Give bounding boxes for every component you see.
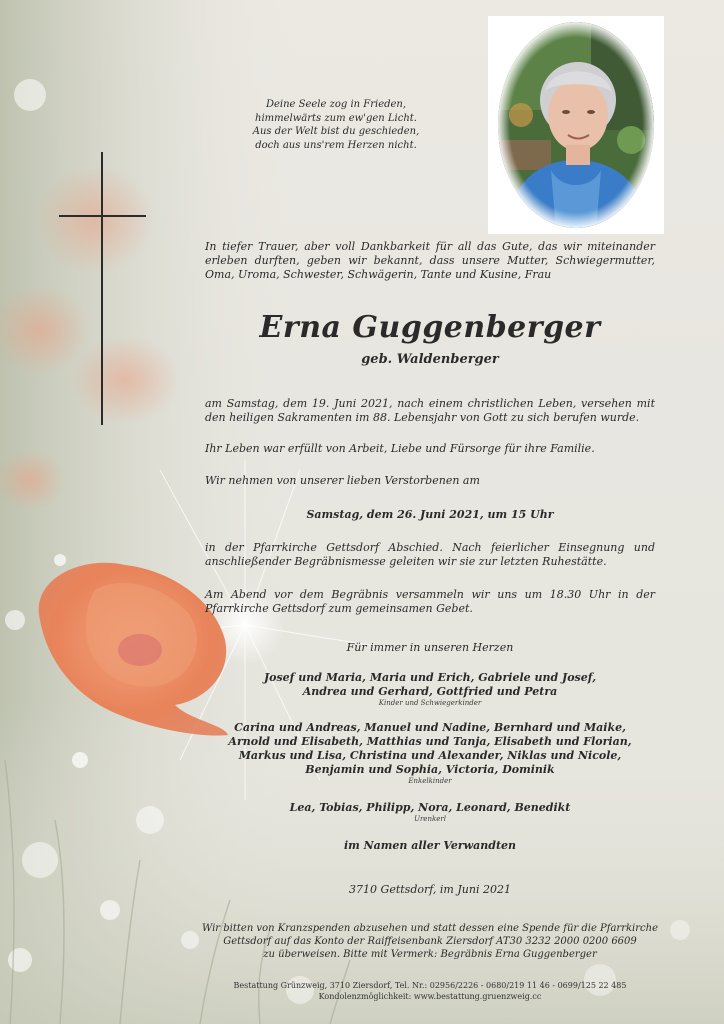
portrait-photo: [496, 20, 656, 230]
funeral-date: Samstag, dem 26. Juni 2021, um 15 Uhr: [306, 508, 554, 521]
donation-line: Wir bitten von Kranzspenden abzusehen und statt dessen eine Spende für die Pfarrkirche: [202, 923, 658, 934]
poem-line: doch aus uns'rem Herzen nicht.: [255, 139, 417, 151]
poem-line: himmelwärts zum ew'gen Licht.: [255, 112, 417, 124]
donation-line: zu überweisen. Bitte mit Vermerk: Begräbnis Erna Guggenberger: [263, 949, 597, 960]
cross-icon: [101, 152, 103, 425]
relation-label: Kinder und Schwiegerkinder: [378, 699, 482, 707]
family-line: Josef und Maria, Maria und Erich, Gabriele und Josef,: [263, 671, 597, 684]
family-line: Carina und Andreas, Manuel und Nadine, Bernhard und Maike,: [234, 721, 626, 734]
family-great-grandchildren: [205, 801, 655, 824]
donation-line: Gettsdorf auf das Konto der Raiffeisenbank Ziersdorf AT30 3232 2000 0200 6609: [223, 936, 637, 947]
all-relatives: im Namen aller Verwandten: [343, 839, 517, 852]
farewell-intro: Wir nehmen von unserer lieben Verstorbenen am: [205, 474, 480, 487]
life-text: Ihr Leben war erfüllt von Arbeit, Liebe und Fürsorge für ihre Familie.: [205, 442, 595, 455]
poem-line: Aus der Welt bist du geschieden,: [252, 126, 420, 137]
ceremony-text: in der Pfarrkirche Gettsdorf Abschied. Nach feierlicher Einsegnung und anschließender Begräbnismesse geleiten wir sie zur letzten Ruhestätte.: [205, 541, 655, 568]
donation-text: [190, 922, 670, 961]
relation-label: Urenkerl: [414, 815, 446, 823]
intro-text: In tiefer Trauer, aber voll Dankbarkeit für all das Gute, das wir miteinander erleben durften, geben wir bekannt, dass unsere Mutter, Schwiegermutter, Oma, Uroma, Schwester, Schwägerin, Tante und Kusine, Frau: [205, 240, 655, 281]
funeral-home-info: [190, 980, 670, 1002]
family-children: [205, 671, 655, 708]
funeral-home-contact: Bestattung Grünzweig, 3710 Ziersdorf, Tel. Nr.: 02956/2226 - 0680/219 11 46 - 0699/125 22 485: [233, 981, 627, 990]
cross-icon-bar: [59, 215, 146, 217]
family-line: Benjamin und Sophia, Victoria, Dominik: [305, 763, 555, 776]
poem: [230, 98, 442, 152]
deceased-name: Erna Guggenberger: [259, 310, 601, 345]
forever-text: Für immer in unseren Herzen: [346, 641, 514, 654]
family-line: Lea, Tobias, Philipp, Nora, Leonard, Benedikt: [289, 801, 571, 814]
family-line: Andrea und Gerhard, Gottfried und Petra: [302, 685, 558, 698]
family-line: Markus und Lisa, Christina und Alexander, Niklas und Nicole,: [238, 749, 622, 762]
birth-name: geb. Waldenberger: [361, 352, 499, 367]
family-line: Arnold und Elisabeth, Matthias und Tanja, Elisabeth und Florian,: [228, 735, 632, 748]
condolence-link[interactable]: Kondolenzmöglichkeit: www.bestattung.gruenzweig.cc: [318, 992, 542, 1001]
relation-label: Enkelkinder: [408, 777, 452, 785]
family-grandchildren: [205, 721, 655, 786]
death-notice: am Samstag, dem 19. Juni 2021, nach einem christlichen Leben, versehen mit den heiligen Sakramenten im 88. Lebensjahr von Gott zu sich berufen wurde.: [205, 397, 655, 424]
prayer-text: Am Abend vor dem Begräbnis versammeln wir uns um 18.30 Uhr in der Pfarrkirche Gettsdorf zum gemeinsamen Gebet.: [205, 588, 655, 615]
place-date: 3710 Gettsdorf, im Juni 2021: [349, 883, 511, 896]
poem-line: Deine Seele zog in Frieden,: [265, 99, 407, 110]
